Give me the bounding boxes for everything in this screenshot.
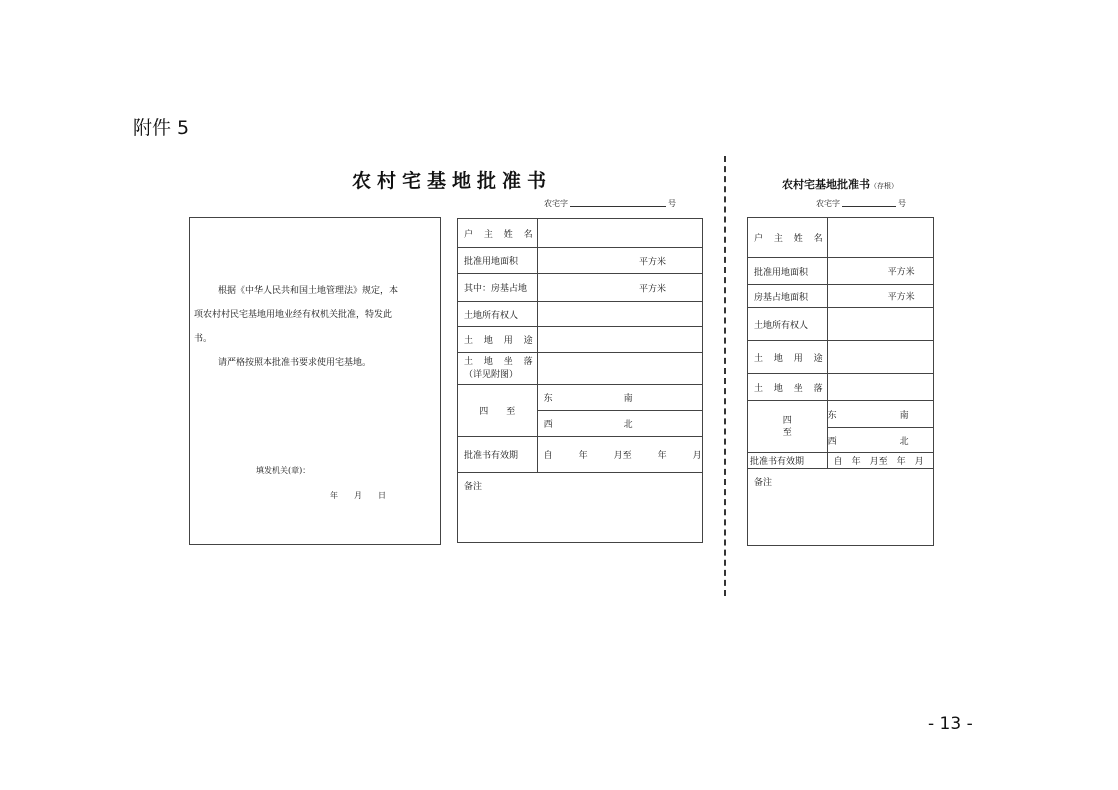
validity-label: 批准书有效期 [458, 437, 538, 473]
serial-suffix: 号 [668, 199, 676, 208]
stub-boundary-east-south[interactable] [827, 401, 933, 428]
year-label: 年 [657, 451, 667, 461]
location-label [458, 353, 538, 385]
cert-text-line1: 根据《中华人民共和国土地管理法》规定，本 [218, 286, 399, 296]
house-area-value[interactable] [537, 274, 702, 302]
house-area-label: 其中：房基占地 [458, 274, 538, 302]
stub-location-label: 土 地 坐 落 [748, 374, 828, 401]
main-serial [544, 198, 676, 209]
cut-line [724, 156, 726, 596]
main-form-table [457, 218, 703, 543]
boundaries-label: 四 至 [458, 385, 538, 437]
boundary-east-south[interactable] [537, 385, 702, 411]
unit-label: 平方米 [638, 257, 666, 267]
stub-owner-label: 户 主 姓 名 [748, 218, 828, 258]
month-label: 月 [692, 451, 702, 461]
stub-land-owner-label: 土地所有权人 [748, 308, 828, 341]
location-label-line1: 土 地 坐 落 [464, 356, 537, 367]
stub-boundary-char2: 至 [782, 427, 792, 438]
validity-value[interactable] [537, 437, 702, 473]
stub-land-owner-value[interactable] [827, 308, 933, 341]
stub-title-note: （存根） [870, 182, 898, 190]
stub-form-table [747, 217, 934, 546]
attachment-label: 附件 5 [133, 117, 190, 139]
west-label: 西 [543, 420, 553, 430]
month-to-label: 月至 [613, 451, 632, 461]
from-label: 自 [543, 451, 553, 461]
remarks-label: 备注 [754, 478, 773, 488]
owner-value[interactable] [537, 219, 702, 248]
issue-date: 年 月 日 [330, 491, 386, 500]
north-label: 北 [899, 436, 909, 447]
unit-label: 平方米 [638, 284, 666, 294]
east-label: 东 [543, 394, 553, 404]
land-owner-value[interactable] [537, 302, 702, 327]
south-label: 南 [623, 394, 633, 404]
serial-prefix: 农宅字 [816, 199, 840, 208]
boundary-west-north[interactable] [537, 411, 702, 437]
year-label: 年 [896, 457, 906, 467]
year-label: 年 [578, 451, 588, 461]
stub-land-use-value[interactable] [827, 341, 933, 374]
page-number: - 13 - [928, 714, 973, 734]
stub-boundaries-label [748, 401, 828, 453]
approved-area-value[interactable] [537, 248, 702, 274]
location-label-line2: （详见附图） [464, 369, 519, 380]
stub-validity-value[interactable] [827, 453, 933, 469]
unit-label: 平方米 [887, 292, 915, 303]
stub-location-value[interactable] [827, 374, 933, 401]
north-label: 北 [623, 420, 633, 430]
unit-label: 平方米 [887, 267, 915, 278]
east-label: 东 [827, 410, 837, 421]
stub-owner-value[interactable] [827, 218, 933, 258]
stub-boundary-west-north[interactable] [827, 428, 933, 453]
land-owner-label: 土地所有权人 [458, 302, 538, 327]
cert-text-line2: 项农村村民宅基地用地业经有权机关批准，特发此 [194, 310, 393, 320]
location-value[interactable] [537, 353, 702, 385]
from-label: 自 [833, 457, 843, 467]
stub-serial [816, 198, 906, 209]
stub-title-text: 农村宅基地批准书 [782, 178, 870, 191]
serial-blank [842, 205, 896, 207]
main-title: 农村宅基地批准书 [352, 170, 553, 192]
month-to-label: 月至 [869, 457, 888, 467]
issuer-label: 填发机关(章)： [256, 466, 311, 475]
approved-area-label: 批准用地面积 [458, 248, 538, 274]
stub-remarks-cell[interactable] [748, 469, 934, 546]
stub-house-area-value[interactable] [827, 285, 933, 308]
year-label: 年 [851, 457, 861, 467]
stub-house-area-label: 房基占地面积 [748, 285, 828, 308]
west-label: 西 [827, 436, 837, 447]
month-label: 月 [914, 457, 924, 467]
stub-approved-area-label: 批准用地面积 [748, 258, 828, 285]
land-use-value[interactable] [537, 327, 702, 353]
serial-prefix: 农宅字 [544, 199, 568, 208]
stub-title [782, 176, 898, 192]
stub-boundary-char1: 四 [782, 415, 792, 426]
cert-text-line3: 书。 [194, 334, 213, 344]
stub-validity-label: 批准书有效期 [748, 453, 828, 469]
cert-text-para2: 请严格按照本批准书要求使用宅基地。 [218, 358, 372, 368]
remarks-label: 备注 [464, 482, 483, 492]
serial-blank [570, 205, 666, 207]
serial-suffix: 号 [898, 199, 906, 208]
land-use-label: 土 地 用 途 [458, 327, 538, 353]
owner-label: 户 主 姓 名 [458, 219, 538, 248]
certificate-panel [189, 217, 441, 545]
south-label: 南 [899, 410, 909, 421]
stub-land-use-label: 土 地 用 途 [748, 341, 828, 374]
stub-approved-area-value[interactable] [827, 258, 933, 285]
remarks-cell[interactable] [458, 473, 703, 543]
